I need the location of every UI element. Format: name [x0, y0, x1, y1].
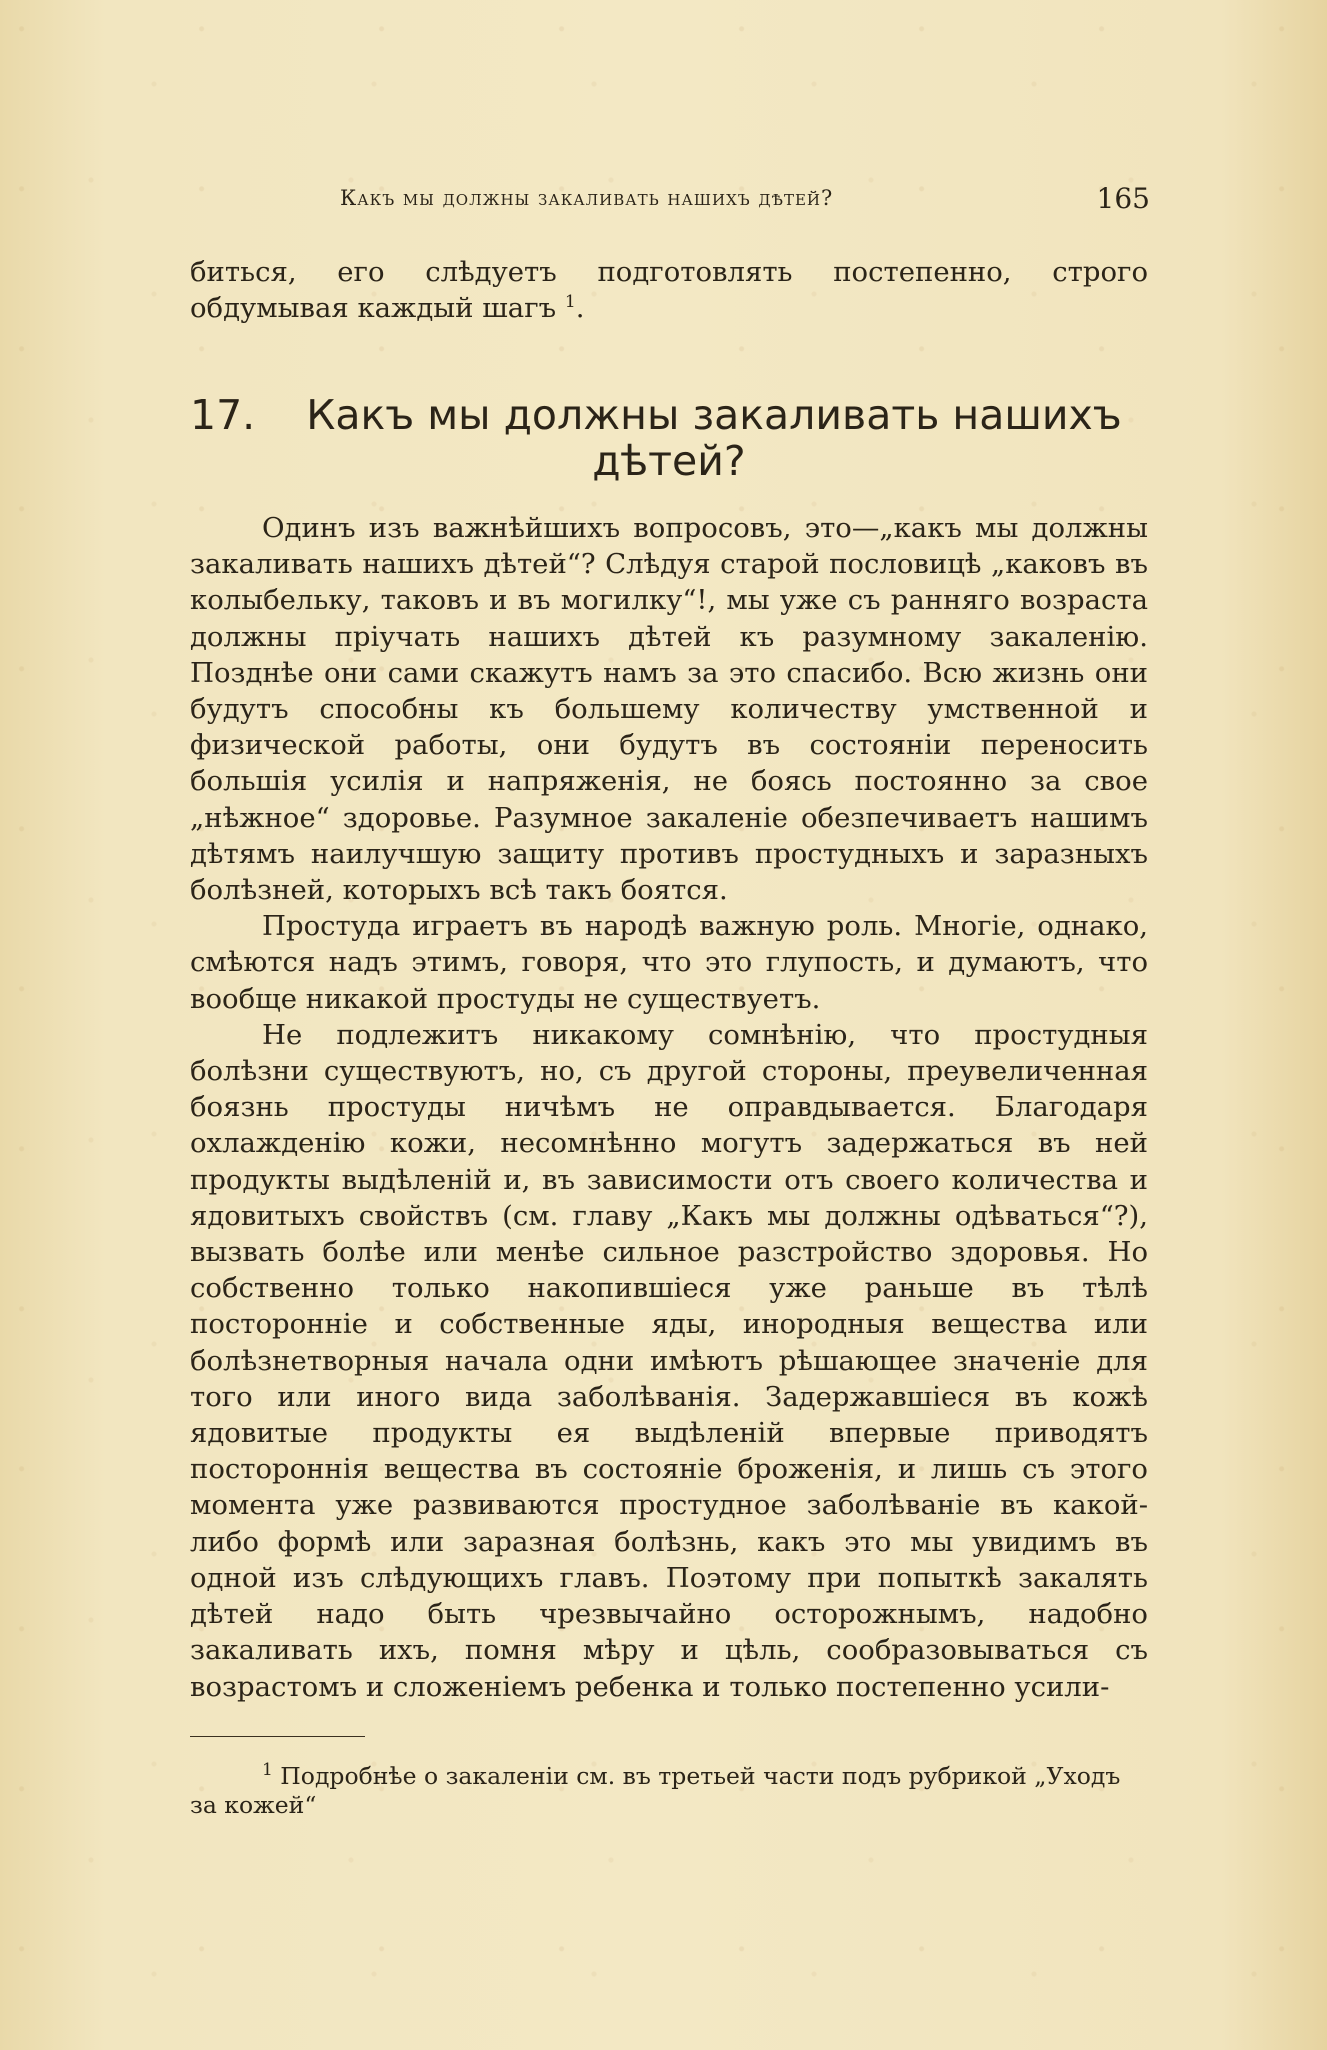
paragraph: Простуда играетъ въ народѣ важную роль. Многіе, однако, смѣются надъ этимъ, говоря, что это глупость, и думаютъ, что вообще никакой простуды не существуетъ.	[190, 910, 1148, 1015]
continued-text: биться, его слѣдуетъ подготовлять постепенно, строго обдумывая каждый шагъ	[190, 256, 1148, 325]
running-head-title: Какъ мы должны закаливать нашихъ дѣтей?	[340, 186, 834, 210]
footnote-reference: 1	[564, 292, 576, 313]
paragraph: Не подлежитъ никакому сомнѣнію, что простудныя болѣзни существуютъ, но, съ другой стороны, преувеличенная боязнь простуды ничѣмъ не оправдывается. Благодаря охлажденію кожи, несомнѣнно могутъ задержаться въ ней продукты выдѣленій и, въ зависимости отъ своего количества и ядовитыхъ свойствъ (см. главу „Какъ мы должны одѣваться“?), вызвать болѣе или менѣе сильное разстройство здоровья. Но собственно только накопившіеся уже раньше въ тѣлѣ посторонніе и собственные яды, инородныя вещества или болѣзнетворныя начала одни имѣютъ рѣшающее значеніе для того или иного вида заболѣванія. Задержавшіеся въ кожѣ ядовитые продукты ея выдѣленій впервые приводятъ постороннія вещества въ состояніе броженія, и лишь съ этого момента уже развиваются простудное заболѣваніе въ какой-либо формѣ или заразная болѣзнь, какъ это мы увидимъ въ одной изъ слѣдующихъ главъ. Поэтому при попыткѣ закалять дѣтей надо быть чрезвычайно осторожнымъ, надобно закаливать ихъ, помня мѣру и цѣль, сообразовываться съ возрастомъ и сложеніемъ ребенка и только постепенно усили-	[190, 1018, 1148, 1703]
chapter-number: 17.	[190, 391, 256, 439]
paragraph: Одинъ изъ важнѣйшихъ вопросовъ, это—„какъ мы должны закаливать нашихъ дѣтей“? Слѣдуя старой пословицѣ „каковъ въ колыбельку, таковъ и въ могилку“!, мы уже съ ранняго возраста должны пріучать нашихъ дѣтей къ разумному закаленію. Позднѣе они сами скажутъ намъ за это спасибо. Всю жизнь они будутъ способны къ большему количеству умственной и физической работы, они будутъ въ состояніи переносить большія усилія и напряженія, не боясь постоянно за свое „нѣжное“ здоровье. Разумное закаленіе обезпечиваетъ нашимъ дѣтямъ наилучшую защиту противъ простудныхъ и заразныхъ болѣзней, которыхъ всѣ такъ боятся.	[190, 512, 1148, 907]
chapter-title-line-2: дѣтей?	[592, 437, 746, 485]
chapter-title-line-1: Какъ мы должны закаливать нашихъ	[306, 391, 1122, 439]
chapter-body	[190, 510, 1148, 1705]
page-number: 165	[1096, 182, 1150, 215]
chapter-heading	[190, 392, 1148, 484]
footnote-text: Подробнѣе о закаленіи см. въ третьей части подъ рубрикой „Уходъ за кожей“	[190, 1762, 1121, 1819]
footnote-divider	[190, 1736, 365, 1737]
continued-paragraph	[190, 254, 1148, 326]
running-head	[190, 182, 1150, 222]
footnote	[190, 1762, 1148, 1820]
continued-text-end: .	[575, 292, 585, 325]
footnote-marker: 1	[262, 1760, 273, 1781]
